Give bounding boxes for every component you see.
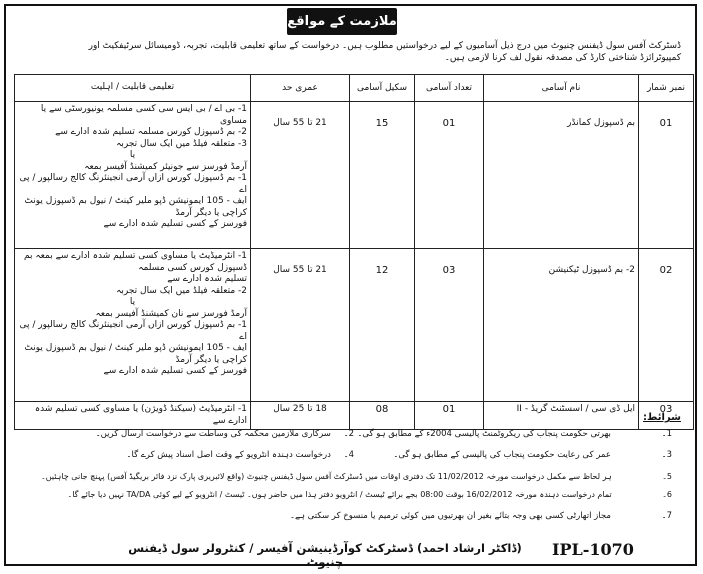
table-row	[15, 102, 694, 249]
table-row	[15, 249, 694, 402]
count-value: 03	[442, 265, 456, 276]
qualification-line: ایف - 105 ایمونیشن ڈپو ملیر کینٹ / نیول بم ڈسپوزل یونٹ کراچی یا دیگر آرمڈ	[24, 196, 247, 218]
condition-text: تمام درخواست دہندہ مورخہ 16/02/2012 بوقت 08:00 بجے برائے ٹیسٹ / انٹرویو دفتر ہذا میں حاضر ہوں۔ ٹیسٹ / انٹرویو کے لیے کوئی TA/DA نہیں دیا جائے گا۔	[67, 490, 612, 499]
condition-mark: 1۔	[661, 429, 672, 439]
table-row	[15, 402, 694, 430]
qualification-line: 2- بم ڈسپوزل کورس مسلمہ تسلیم شدہ ادارے سے	[55, 127, 247, 137]
cell-count	[415, 102, 484, 249]
header-qualification: تعلیمی قابلیت / اہلیت	[15, 75, 251, 102]
qualification-or: یا	[129, 297, 136, 307]
qualification-line: 1- انٹرمیڈیٹ (سیکنڈ ڈویژن) یا مساوی کسی تسلیم شدہ ادارے سے	[34, 404, 247, 426]
qualification-line: 1- بی اے / بی ایس سی کسی مسلمہ یونیورسٹی سے یا مساوی	[40, 104, 247, 126]
qualification-line: ایف - 105 ایمونیشن ڈپو ملیر کینٹ / نیول بم ڈسپوزل یونٹ کراچی یا دیگر آرمڈ	[24, 343, 247, 365]
advertisement-code: IPL-1070	[552, 540, 634, 559]
cell-qualification	[15, 249, 251, 402]
signature-line: (ڈاکٹر ارشاد احمد) ڈسٹرکٹ کوآرڈینیشن آفیسر / کنٹرولر سول ڈیفنس چنیوٹ	[128, 541, 522, 569]
cell-name	[484, 249, 639, 402]
sr-value: 02	[659, 265, 673, 276]
header-age: عمری حد	[251, 75, 350, 102]
cell-age	[251, 249, 350, 402]
age-value: 21 تا 55 سال	[273, 118, 327, 128]
condition-mark: 2۔	[343, 429, 354, 439]
scale-value: 12	[375, 265, 389, 276]
qualification-line: فورسز کے کسی تسلیم شدہ ادارے سے	[103, 366, 247, 376]
condition-mark: 5۔	[662, 472, 672, 481]
age-value: 18 تا 25 سال	[273, 404, 327, 414]
cell-sr	[639, 102, 694, 249]
condition-mark: 7۔	[661, 511, 672, 521]
qualification-line: 1- بم ڈسپوزل کورس ازاں آرمی انجینئرنگ کالج رسالپور / پی اے	[19, 173, 247, 195]
cell-sr	[639, 249, 694, 402]
qualification-line: آرمڈ فورسز سے نان کمیشنڈ آفیسر بمعہ	[95, 308, 247, 319]
sr-value: 03	[659, 404, 673, 415]
cell-scale	[350, 249, 415, 402]
header-name: نام آسامی	[484, 75, 639, 102]
condition-mark: 6۔	[662, 490, 672, 499]
conditions-heading: شرائط:	[643, 412, 681, 423]
condition-item	[357, 428, 672, 439]
scale-value: 15	[375, 118, 389, 129]
qualification-line: 3- متعلقہ فیلڈ میں ایک سال تجربہ	[116, 138, 247, 149]
condition-text: عمر کی رعایت حکومت پنجاب کی پالیسی کے مطابق ہو گی۔	[393, 450, 611, 460]
condition-item	[96, 428, 354, 439]
condition-item	[290, 510, 672, 521]
age-value: 21 تا 55 سال	[273, 265, 327, 275]
count-value: 01	[442, 404, 456, 415]
page-title: ملازمت کے مواقع	[287, 8, 397, 35]
condition-text: بھرتی حکومت پنجاب کی ریکروٹمنٹ پالیسی 2004ء کے مطابق ہو گی۔	[357, 429, 611, 439]
qualification-line: آرمڈ فورسز سے جونیئر کمیشنڈ آفیسر بمعہ	[84, 161, 247, 172]
qualification-line: 1- انٹرمیڈیٹ یا مساوی کسی تسلیم شدہ ادارے سے بمعہ بم ڈسپوزل کورس کسی مسلمہ	[24, 251, 247, 273]
table-header-row	[15, 75, 694, 102]
condition-text: ہر لحاظ سے مکمل درخواست مورخہ 11/02/2012 تک دفتری اوقات میں ڈسٹرکٹ آفس سول ڈیفنس چنیوٹ (واقع لائبریری پارک نزد فائر بریگیڈ آفس) پہنچ جانی چاہئیں۔	[41, 472, 612, 481]
post-name: بم ڈسپوزل کمانڈر	[567, 118, 635, 128]
condition-text: درخواست دہندہ انٹرویو کے وقت اصل اسناد پیش کرے گا۔	[126, 450, 331, 460]
condition-text: سرکاری ملازمین محکمہ کی وساطت سے درخواست ارسال کریں۔	[95, 429, 331, 439]
header-scale: سکیل آسامی	[350, 75, 415, 102]
jobs-table	[14, 74, 694, 430]
cell-qualification	[15, 102, 251, 249]
intro-text: ڈسٹرکٹ آفس سول ڈیفنس چنیوٹ میں درج ذیل آسامیوں کے لیے درخواستیں مطلوب ہیں۔ درخواست کے ساتھ تعلیمی قابلیت، تجربہ، ڈومیسائل سرٹیفکیٹ اور کمپیوٹرائزڈ شناختی کارڈ کی مصدقہ نقول لف کرنا لازمی ہیں۔	[88, 41, 681, 63]
sr-value: 01	[659, 118, 673, 129]
cell-scale	[350, 102, 415, 249]
condition-item	[393, 449, 672, 460]
condition-mark: 4۔	[343, 450, 354, 460]
cell-scale	[350, 402, 415, 430]
cell-count	[415, 249, 484, 402]
condition-text: مجاز اتھارٹی کسی بھی وجہ بتائے بغیر ان بھرتیوں میں کوئی ترمیم یا منسوخ کر سکتی ہے۔	[289, 511, 611, 521]
cell-age	[251, 102, 350, 249]
qualification-line: 1- بم ڈسپوزل کورس ازاں آرمی انجینئرنگ کالج رسالپور / پی اے	[19, 320, 247, 342]
count-value: 01	[442, 118, 456, 129]
qualification-or: یا	[129, 150, 136, 160]
condition-item	[127, 449, 355, 460]
condition-item	[68, 490, 672, 499]
scale-value: 08	[375, 404, 389, 415]
post-name: 2- بم ڈسپوزل ٹیکنیشن	[548, 265, 635, 275]
cell-age	[251, 402, 350, 430]
qualification-line: 2- متعلقہ فیلڈ میں ایک سال تجربہ	[116, 285, 247, 296]
cell-qualification	[15, 402, 251, 430]
post-name: ایل ڈی سی / اسسٹنٹ گریڈ - II	[516, 404, 635, 414]
cell-name	[484, 402, 639, 430]
header-count: تعداد آسامی	[415, 75, 484, 102]
cell-count	[415, 402, 484, 430]
qualification-line: تسلیم شدہ ادارے سے	[167, 274, 247, 284]
qualification-line: فورسز کے کسی تسلیم شدہ ادارے سے	[103, 219, 247, 229]
header-sr: نمبر شمار	[639, 75, 694, 102]
condition-item	[41, 472, 672, 481]
condition-mark: 3۔	[661, 450, 672, 460]
cell-name	[484, 102, 639, 249]
